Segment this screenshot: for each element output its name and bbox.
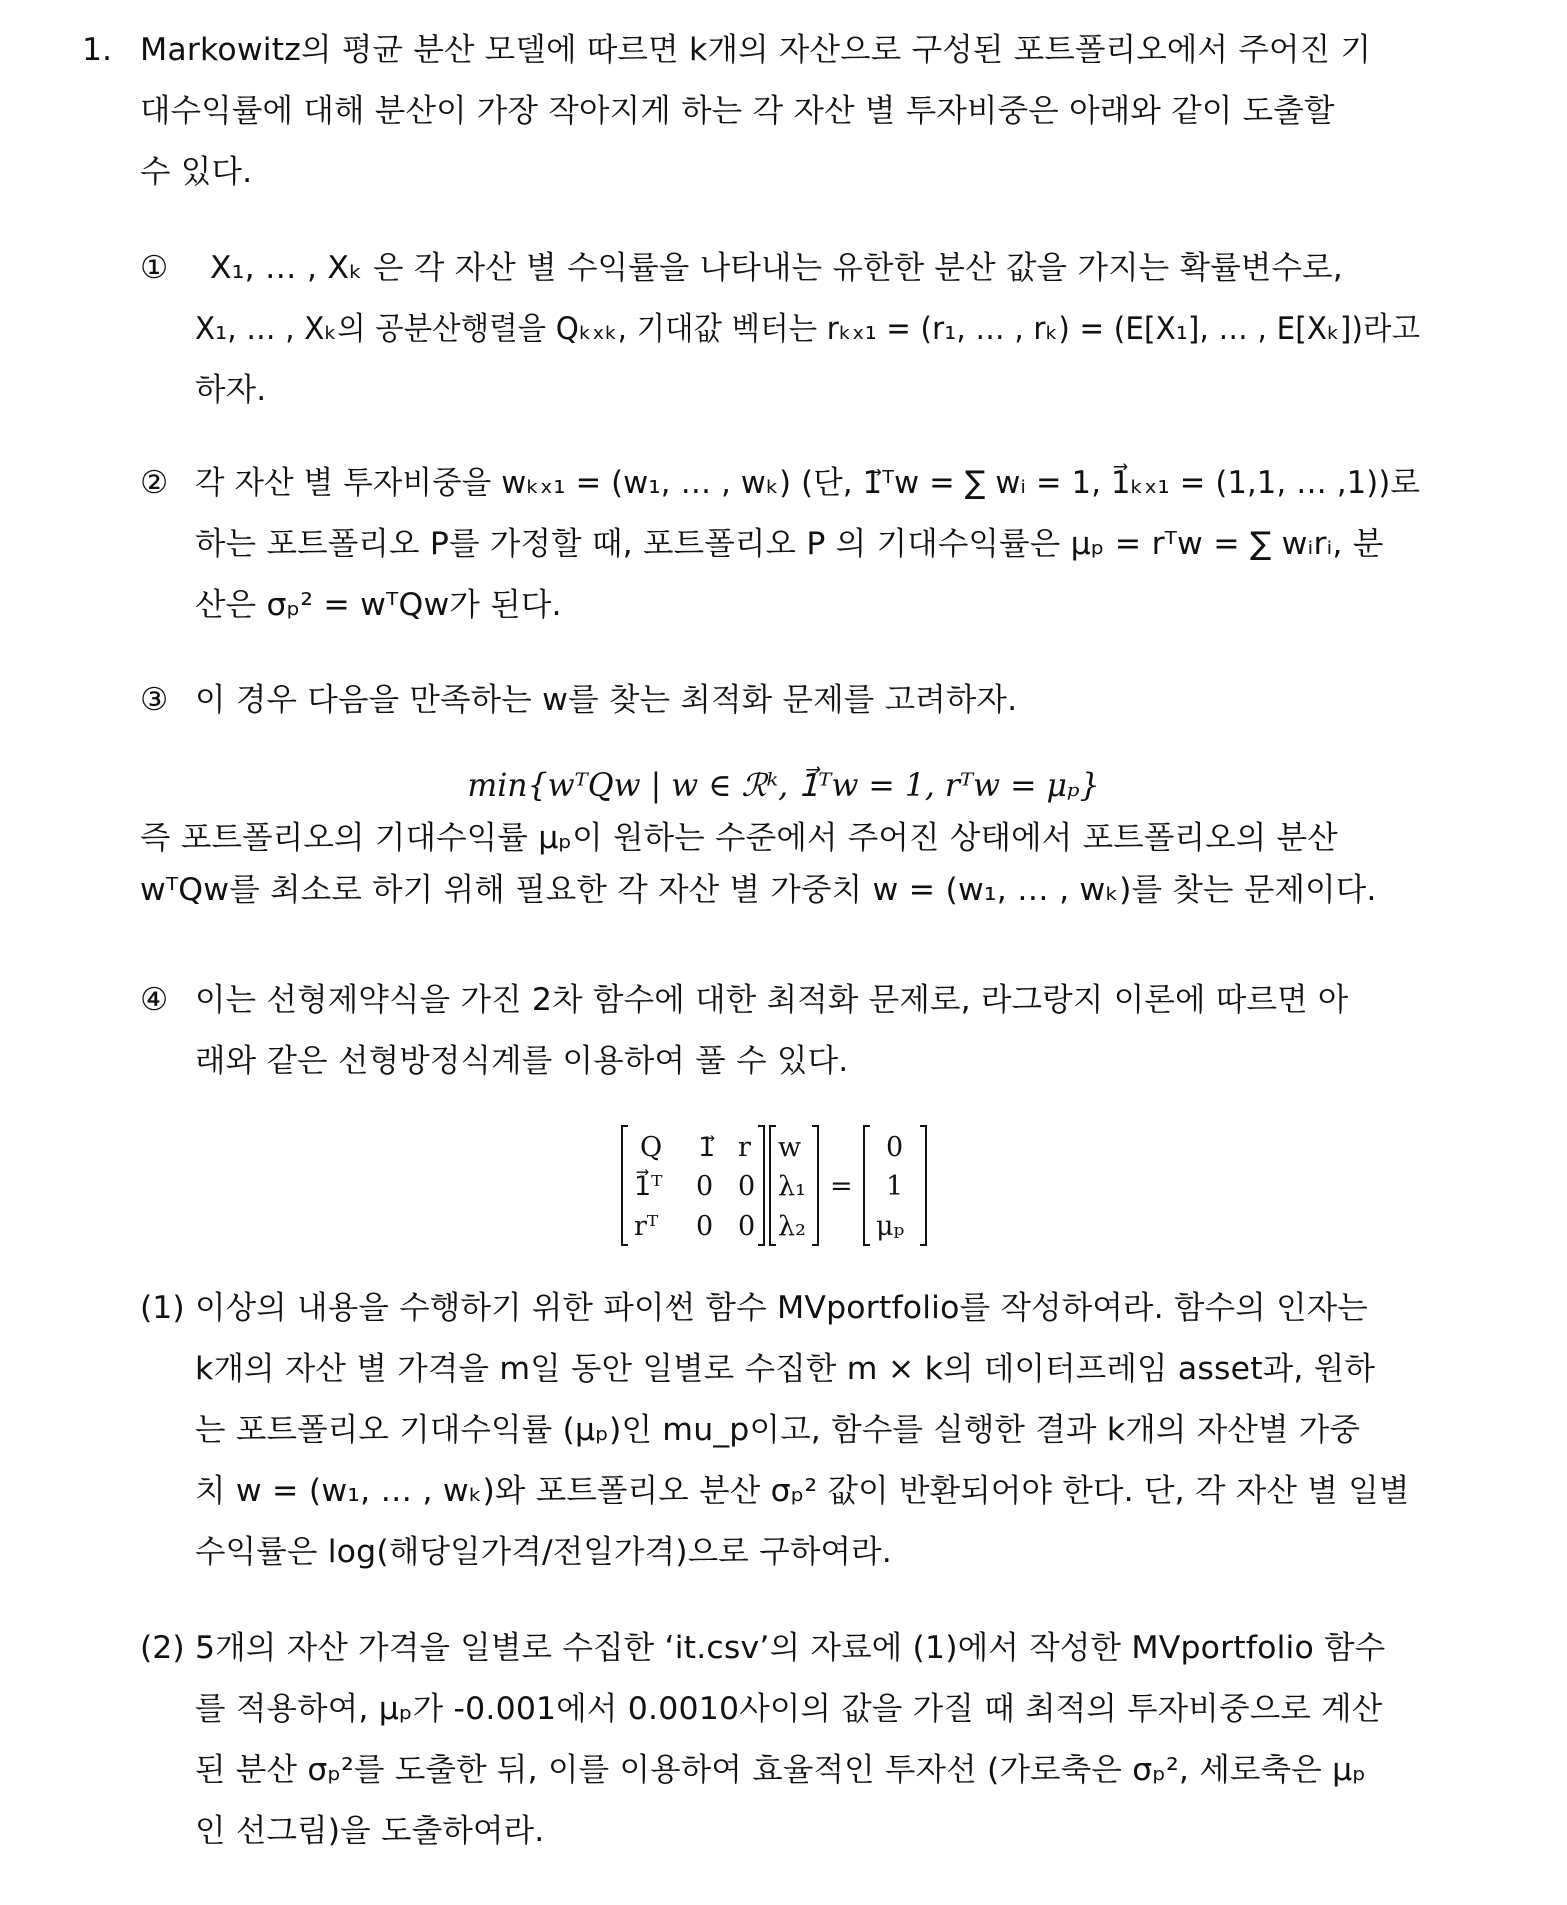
item-4-marker: ④ bbox=[140, 982, 169, 1018]
item-3-line-3: wᵀQw를 최소로 하기 위해 필요한 각 자산 별 가중치 w = (w₁, … , wₖ)를 찾는 문제이다. bbox=[140, 872, 1377, 908]
item-2-line-2: 하는 포트폴리오 P를 가정할 때, 포트폴리오 P 의 기대수익률은 μₚ = rᵀw = ∑ wᵢrᵢ, 분 bbox=[195, 526, 1384, 562]
question-1-line-5: 수익률은 log(해당일가격/전일가격)으로 구하여라. bbox=[195, 1534, 893, 1570]
item-3-marker: ③ bbox=[140, 682, 169, 718]
optimization-formula: min{wᵀQw | w ∈ ℛᵏ, 1⃗ᵀw = 1, rᵀw = μₚ} bbox=[467, 768, 1100, 804]
question-2-line-3: 된 분산 σₚ²를 도출한 뒤, 이를 이용하여 효율적인 투자선 (가로축은 σₚ², 세로축은 μₚ bbox=[195, 1752, 1367, 1788]
item-4-line-2: 래와 같은 선형방정식계를 이용하여 풀 수 있다. bbox=[195, 1043, 849, 1079]
item-4-line-1: 이는 선형제약식을 가진 2차 함수에 대한 최적화 문제로, 라그랑지 이론에 따르면 아 bbox=[195, 982, 1349, 1018]
intro-line-3: 수 있다. bbox=[140, 154, 253, 190]
item-3-line-2: 즉 포트폴리오의 기대수익률 μₚ이 원하는 수준에서 주어진 상태에서 포트폴리오의 분산 bbox=[140, 820, 1338, 856]
matrix-a-r1c1: 0 bbox=[696, 1171, 714, 1202]
matrix-a-r0c2: r bbox=[738, 1132, 751, 1163]
matrix-a-r2c2: 0 bbox=[738, 1211, 756, 1242]
matrix-a-r1c2: 0 bbox=[738, 1171, 756, 1202]
item-1-marker: ① bbox=[140, 250, 169, 286]
vector-x-0: w bbox=[778, 1132, 802, 1163]
item-1-line-3: 하자. bbox=[195, 372, 267, 408]
vector-b-1: 1 bbox=[886, 1171, 904, 1202]
matrix-equals: = bbox=[830, 1171, 853, 1202]
question-1-line-4: 치 w = (w₁, … , wₖ)와 포트폴리오 분산 σₚ² 값이 반환되어야 한다. 단, 각 자산 별 일별 bbox=[195, 1473, 1410, 1509]
item-2-line-3: 산은 σₚ² = wᵀQw가 된다. bbox=[195, 587, 562, 623]
item-2-marker: ② bbox=[140, 465, 169, 501]
lagrange-matrix-equation bbox=[620, 1123, 950, 1248]
intro-line-2: 대수익률에 대해 분산이 가장 작아지게 하는 각 자산 별 투자비중은 아래와 같이 도출할 bbox=[140, 93, 1335, 129]
matrix-a-r1c0: 1⃗ᵀ bbox=[634, 1171, 663, 1202]
problem-number: 1. bbox=[82, 32, 113, 68]
item-1-line-2: X₁, … , Xₖ의 공분산행렬을 Qₖₓₖ, 기대값 벡터는 rₖₓ₁ = (r₁, … , rₖ) = (E[X₁], … , E[Xₖ])라고 bbox=[195, 311, 1421, 347]
question-2-line-2: 를 적용하여, μₚ가 -0.001에서 0.0010사이의 값을 가질 때 최적의 투자비중으로 계산 bbox=[195, 1691, 1383, 1727]
question-1-line-1: 이상의 내용을 수행하기 위한 파이썬 함수 MVportfolio를 작성하여라. 함수의 인자는 bbox=[195, 1290, 1369, 1326]
matrix-a-r0c1: 1⃗ bbox=[698, 1132, 716, 1163]
vector-x-2: λ₂ bbox=[778, 1211, 806, 1242]
question-2-line-4: 인 선그림)을 도출하여라. bbox=[195, 1813, 545, 1849]
vector-x-1: λ₁ bbox=[778, 1171, 806, 1202]
matrix-a-r2c0: rᵀ bbox=[634, 1211, 659, 1242]
matrix-a-r2c1: 0 bbox=[696, 1211, 714, 1242]
question-1-label: (1) bbox=[140, 1290, 185, 1326]
item-1-line-1: X₁, … , Xₖ 은 각 자산 별 수익률을 나타내는 유한한 분산 값을 가지는 확률변수로, bbox=[210, 250, 1343, 286]
item-2-line-1: 각 자산 별 투자비중을 wₖₓ₁ = (w₁, … , wₖ) (단, 1⃗ᵀw = ∑ wᵢ = 1, 1⃗ₖₓ₁ = (1,1, … ,1))로 bbox=[195, 465, 1421, 501]
question-1-line-2: k개의 자산 별 가격을 m일 동안 일별로 수집한 m × k의 데이터프레임 asset과, 원하 bbox=[195, 1351, 1376, 1387]
question-1-line-3: 는 포트폴리오 기대수익률 (μₚ)인 mu_p이고, 함수를 실행한 결과 k개의 자산별 가중 bbox=[195, 1412, 1361, 1448]
vector-b-2: μₚ bbox=[876, 1211, 905, 1242]
item-3-line-1: 이 경우 다음을 만족하는 w를 찾는 최적화 문제를 고려하자. bbox=[195, 682, 1018, 718]
intro-line-1: Markowitz의 평균 분산 모델에 따르면 k개의 자산으로 구성된 포트폴리오에서 주어진 기 bbox=[140, 32, 1372, 68]
question-2-label: (2) bbox=[140, 1630, 185, 1666]
vector-b-0: 0 bbox=[886, 1132, 904, 1163]
question-2-line-1: 5개의 자산 가격을 일별로 수집한 ‘it.csv’의 자료에 (1)에서 작성한 MVportfolio 함수 bbox=[195, 1630, 1386, 1666]
matrix-a-r0c0: Q bbox=[640, 1132, 663, 1163]
